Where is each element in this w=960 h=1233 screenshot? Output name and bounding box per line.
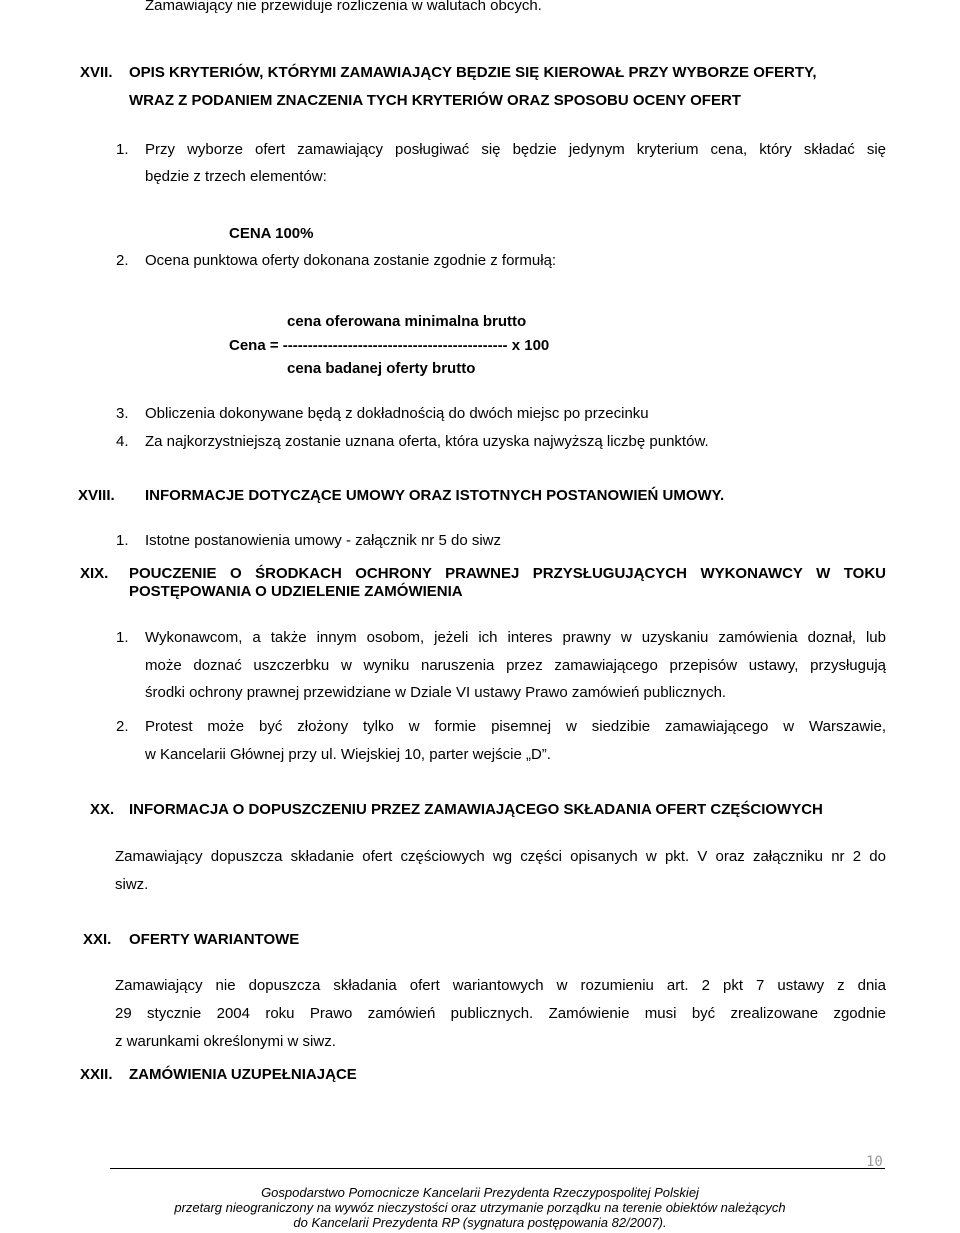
s21-paragraph-line2: 29 stycznie 2004 roku Prawo zamówień publicznych. Zamówienie musi być zrealizowane zgodnie [115, 1005, 886, 1022]
s17-item1-number: 1. [116, 141, 129, 158]
cena-weight: CENA 100% [229, 225, 314, 242]
s17-item1-line1: Przy wyborze ofert zamawiający posługiwać się będzie jedynym kryterium cena, który składać się [145, 141, 886, 158]
section-17-number: XVII. [80, 64, 113, 81]
s19-item1-line1: Wykonawcom, a także innym osobom, jeżeli ich interes prawny w uzyskaniu zamówienia doznał, lub [145, 629, 886, 646]
footer-line2: przetarg nieograniczony na wywóz nieczystości oraz utrzymanie porządku na terenie obiektów należących [174, 1200, 786, 1215]
formula-line: Cena = --------------------------------------------- x 100 [229, 337, 550, 354]
section-21-number: XXI. [83, 931, 112, 948]
section-19-title-line2: POSTĘPOWANIA O UDZIELENIE ZAMÓWIENIA [129, 583, 463, 600]
top-line: Zamawiający nie przewiduje rozliczenia w walutach obcych. [145, 0, 542, 14]
s17-item2-number: 2. [116, 252, 129, 269]
section-19-title-line1: POUCZENIE O ŚRODKACH OCHRONY PRAWNEJ PRZYSŁUGUJĄCYCH WYKONAWCY W TOKU [129, 565, 886, 582]
footer-divider [110, 1168, 885, 1169]
s19-item2-line1: Protest może być złożony tylko w formie pisemnej w siedzibie zamawiającego w Warszawie, [145, 718, 886, 735]
s19-item1-number: 1. [116, 629, 129, 646]
s17-item3-text: Obliczenia dokonywane będą z dokładnością do dwóch miejsc po przecinku [145, 405, 649, 422]
section-21-title: OFERTY WARIANTOWE [129, 931, 300, 948]
s19-item2-number: 2. [116, 718, 129, 735]
s21-paragraph-line3: z warunkami określonymi w siwz. [115, 1033, 336, 1050]
s18-item1-text: Istotne postanowienia umowy - załącznik nr 5 do siwz [145, 532, 502, 549]
s19-item2-line2: w Kancelarii Głównej przy ul. Wiejskiej 10, parter wejście „D”. [145, 746, 551, 763]
page-number: 10 [866, 1154, 883, 1170]
s17-item4-text: Za najkorzystniejszą zostanie uznana oferta, która uzyska najwyższą liczbę punktów. [145, 433, 709, 450]
section-18-number: XVIII. [78, 487, 115, 504]
s17-item2-text: Ocena punktowa oferty dokonana zostanie zgodnie z formułą: [145, 252, 557, 269]
section-20-title: INFORMACJA O DOPUSZCZENIU PRZEZ ZAMAWIAJĄCEGO SKŁADANIA OFERT CZĘŚCIOWYCH [129, 801, 823, 818]
section-18-title: INFORMACJE DOTYCZĄCE UMOWY ORAZ ISTOTNYCH POSTANOWIEŃ UMOWY. [145, 487, 725, 504]
footer-line3: do Kancelarii Prezydenta RP (sygnatura postępowania 82/2007). [293, 1215, 667, 1230]
formula-numerator: cena oferowana minimalna brutto [287, 313, 527, 330]
s17-item3-number: 3. [116, 405, 129, 422]
section-20-number: XX. [90, 801, 115, 818]
section-17-title-line2: WRAZ Z PODANIEM ZNACZENIA TYCH KRYTERIÓW ORAZ SPOSOBU OCENY OFERT [129, 92, 741, 109]
s19-item1-line2: może doznać uszczerbku w wyniku naruszenia przez zamawiającego przepisów ustawy, przysługują [145, 657, 886, 674]
s19-item1-line3: środki ochrony prawnej przewidziane w Dziale VI ustawy Prawo zamówień publicznych. [145, 684, 727, 701]
section-22-title: ZAMÓWIENIA UZUPEŁNIAJĄCE [129, 1066, 357, 1083]
footer-line1: Gospodarstwo Pomocnicze Kancelarii Prezydenta Rzeczypospolitej Polskiej [261, 1185, 699, 1200]
s20-paragraph-line1: Zamawiający dopuszcza składanie ofert częściowych wg części opisanych w pkt. V oraz załączniku nr 2 do [115, 848, 886, 865]
section-22-number: XXII. [80, 1066, 113, 1083]
section-17-title-line1: OPIS KRYTERIÓW, KTÓRYMI ZAMAWIAJĄCY BĘDZIE SIĘ KIEROWAŁ PRZY WYBORZE OFERTY, [129, 64, 817, 81]
s21-paragraph-line1: Zamawiający nie dopuszcza składania ofert wariantowych w rozumieniu art. 2 pkt 7 ustawy z dnia [115, 977, 886, 994]
section-19-number: XIX. [80, 565, 109, 582]
s17-item4-number: 4. [116, 433, 129, 450]
s17-item1-line2: będzie z trzech elementów: [145, 168, 327, 185]
s20-paragraph-line2: siwz. [115, 876, 149, 893]
s18-item1-number: 1. [116, 532, 129, 549]
formula-denominator: cena badanej oferty brutto [287, 360, 476, 377]
